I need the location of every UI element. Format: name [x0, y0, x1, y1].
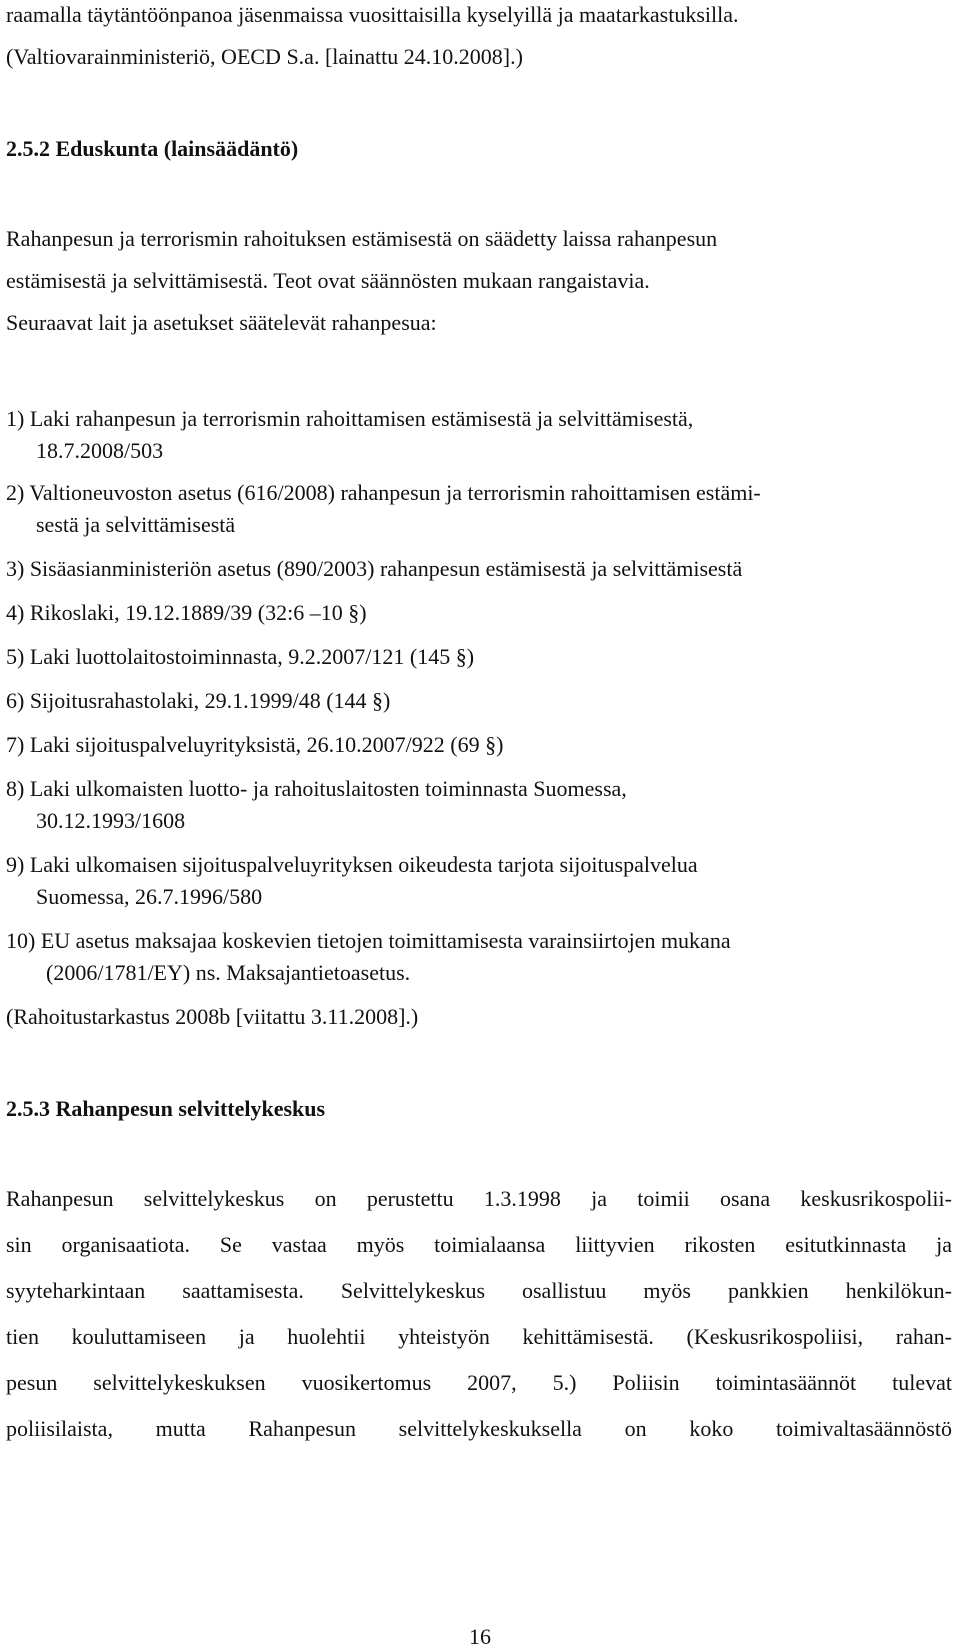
word: syyteharkintaan	[6, 1278, 146, 1303]
word: 2007,	[467, 1370, 517, 1395]
word: Rahanpesun	[6, 1186, 114, 1211]
word: on	[314, 1186, 337, 1211]
word: huolehtii	[287, 1324, 366, 1349]
word: toimialaansa	[434, 1232, 546, 1257]
section-heading-2-5-2: 2.5.2 Eduskunta (lainsäädäntö)	[6, 136, 299, 161]
law-item-2: 2) Valtioneuvoston asetus (616/2008) rahanpesun ja terrorismin rahoittamisen estämi-	[6, 480, 761, 505]
law-item-1: 1) Laki rahanpesun ja terrorismin rahoittamisen estämisestä ja selvittämisestä,	[6, 406, 694, 431]
word: organisaatiota.	[61, 1232, 191, 1257]
word: mutta	[155, 1416, 206, 1441]
law-item-5: 5) Laki luottolaitostoiminnasta, 9.2.2007/121 (145 §)	[6, 644, 475, 669]
word: esitutkinnasta	[785, 1232, 907, 1257]
paragraph-line: Rahanpesun ja terrorismin rahoituksen estämisestä on säädetty laissa rahanpesun	[6, 226, 718, 251]
word: Selvittelykeskus	[340, 1278, 486, 1303]
word: toimintasäännöt	[715, 1370, 857, 1395]
word: toimii	[637, 1186, 690, 1211]
law-item-10: 10) EU asetus maksajaa koskevien tietojen toimittamisesta varainsiirtojen mukana	[6, 928, 731, 953]
law-item-4: 4) Rikoslaki, 19.12.1889/39 (32:6 –10 §)	[6, 600, 367, 625]
word: keskusrikospolii-	[800, 1186, 952, 1211]
page-number: 16	[469, 1624, 491, 1649]
law-item-8-cont: 30.12.1993/1608	[36, 808, 186, 833]
word: Rahanpesun	[248, 1416, 356, 1441]
intro-line-1: raamalla täytäntöönpanoa jäsenmaissa vuosittaisilla kyselyillä ja maatarkastuksilla.	[6, 2, 739, 27]
word: ja	[591, 1186, 607, 1211]
word: osana	[720, 1186, 771, 1211]
paragraph-line-justified	[6, 1186, 952, 1212]
source-citation: (Rahoitustarkastus 2008b [viitattu 3.11.2008].)	[6, 1004, 419, 1029]
word: koko	[689, 1416, 734, 1441]
word: saattamisesta.	[182, 1278, 304, 1303]
word: Poliisin	[612, 1370, 680, 1395]
paragraph-line: estämisestä ja selvittämisestä. Teot ovat säännösten mukaan rangaistavia.	[6, 268, 650, 293]
word: rikosten	[684, 1232, 756, 1257]
word: myös	[643, 1278, 691, 1303]
word: liittyvien	[575, 1232, 655, 1257]
word: kehittämisestä.	[522, 1324, 654, 1349]
word: tulevat	[892, 1370, 952, 1395]
law-item-9-cont: Suomessa, 26.7.1996/580	[36, 884, 263, 909]
law-item-9: 9) Laki ulkomaisen sijoituspalveluyrityksen oikeudesta tarjota sijoituspalvelua	[6, 852, 698, 877]
word: perustettu	[366, 1186, 454, 1211]
word: 1.3.1998	[483, 1186, 561, 1211]
word: osallistuu	[522, 1278, 607, 1303]
word: kouluttamiseen	[71, 1324, 207, 1349]
word: 5.)	[552, 1370, 577, 1395]
word: ja	[238, 1324, 255, 1349]
word: selvittelykeskus	[143, 1186, 285, 1211]
word: selvittelykeskuksen	[93, 1370, 266, 1395]
law-item-8: 8) Laki ulkomaisten luotto- ja rahoituslaitosten toiminnasta Suomessa,	[6, 776, 627, 801]
law-item-3: 3) Sisäasianministeriön asetus (890/2003) rahanpesun estämisestä ja selvittämisestä	[6, 556, 743, 581]
paragraph-line: Seuraavat lait ja asetukset säätelevät rahanpesua:	[6, 310, 437, 335]
word: pesun	[6, 1370, 58, 1395]
law-item-10-cont: (2006/1781/EY) ns. Maksajantietoasetus.	[46, 960, 411, 985]
word: yhteistyön	[398, 1324, 490, 1349]
paragraph-line-justified	[6, 1416, 952, 1442]
word: sin	[6, 1232, 32, 1257]
word: tien	[6, 1324, 39, 1349]
paragraph-line-justified	[6, 1232, 952, 1258]
word: selvittelykeskuksella	[398, 1416, 582, 1441]
paragraph-line-justified	[6, 1370, 952, 1396]
law-item-2-cont: sestä ja selvittämisestä	[36, 512, 236, 537]
intro-line-2: (Valtiovarainministeriö, OECD S.a. [lainattu 24.10.2008].)	[6, 44, 523, 69]
word: henkilökun-	[845, 1278, 952, 1303]
word: pankkien	[727, 1278, 809, 1303]
law-item-7: 7) Laki sijoituspalveluyrityksistä, 26.10.2007/922 (69 §)	[6, 732, 504, 757]
law-item-1-cont: 18.7.2008/503	[36, 438, 164, 463]
word: on	[624, 1416, 647, 1441]
section-heading-2-5-3: 2.5.3 Rahanpesun selvittelykeskus	[6, 1096, 326, 1121]
word: vastaa	[271, 1232, 327, 1257]
paragraph-line-justified	[6, 1278, 952, 1304]
word: (Keskusrikospoliisi,	[686, 1324, 864, 1349]
word: poliisilaista,	[6, 1416, 113, 1441]
word: ja	[936, 1232, 952, 1257]
word: rahan-	[895, 1324, 952, 1349]
paragraph-line-justified	[6, 1324, 952, 1350]
word: myös	[356, 1232, 405, 1257]
law-item-6: 6) Sijoitusrahastolaki, 29.1.1999/48 (144 §)	[6, 688, 391, 713]
word: toimivaltasäännöstö	[776, 1416, 952, 1441]
word: vuosikertomus	[301, 1370, 432, 1395]
word: Se	[219, 1232, 242, 1257]
